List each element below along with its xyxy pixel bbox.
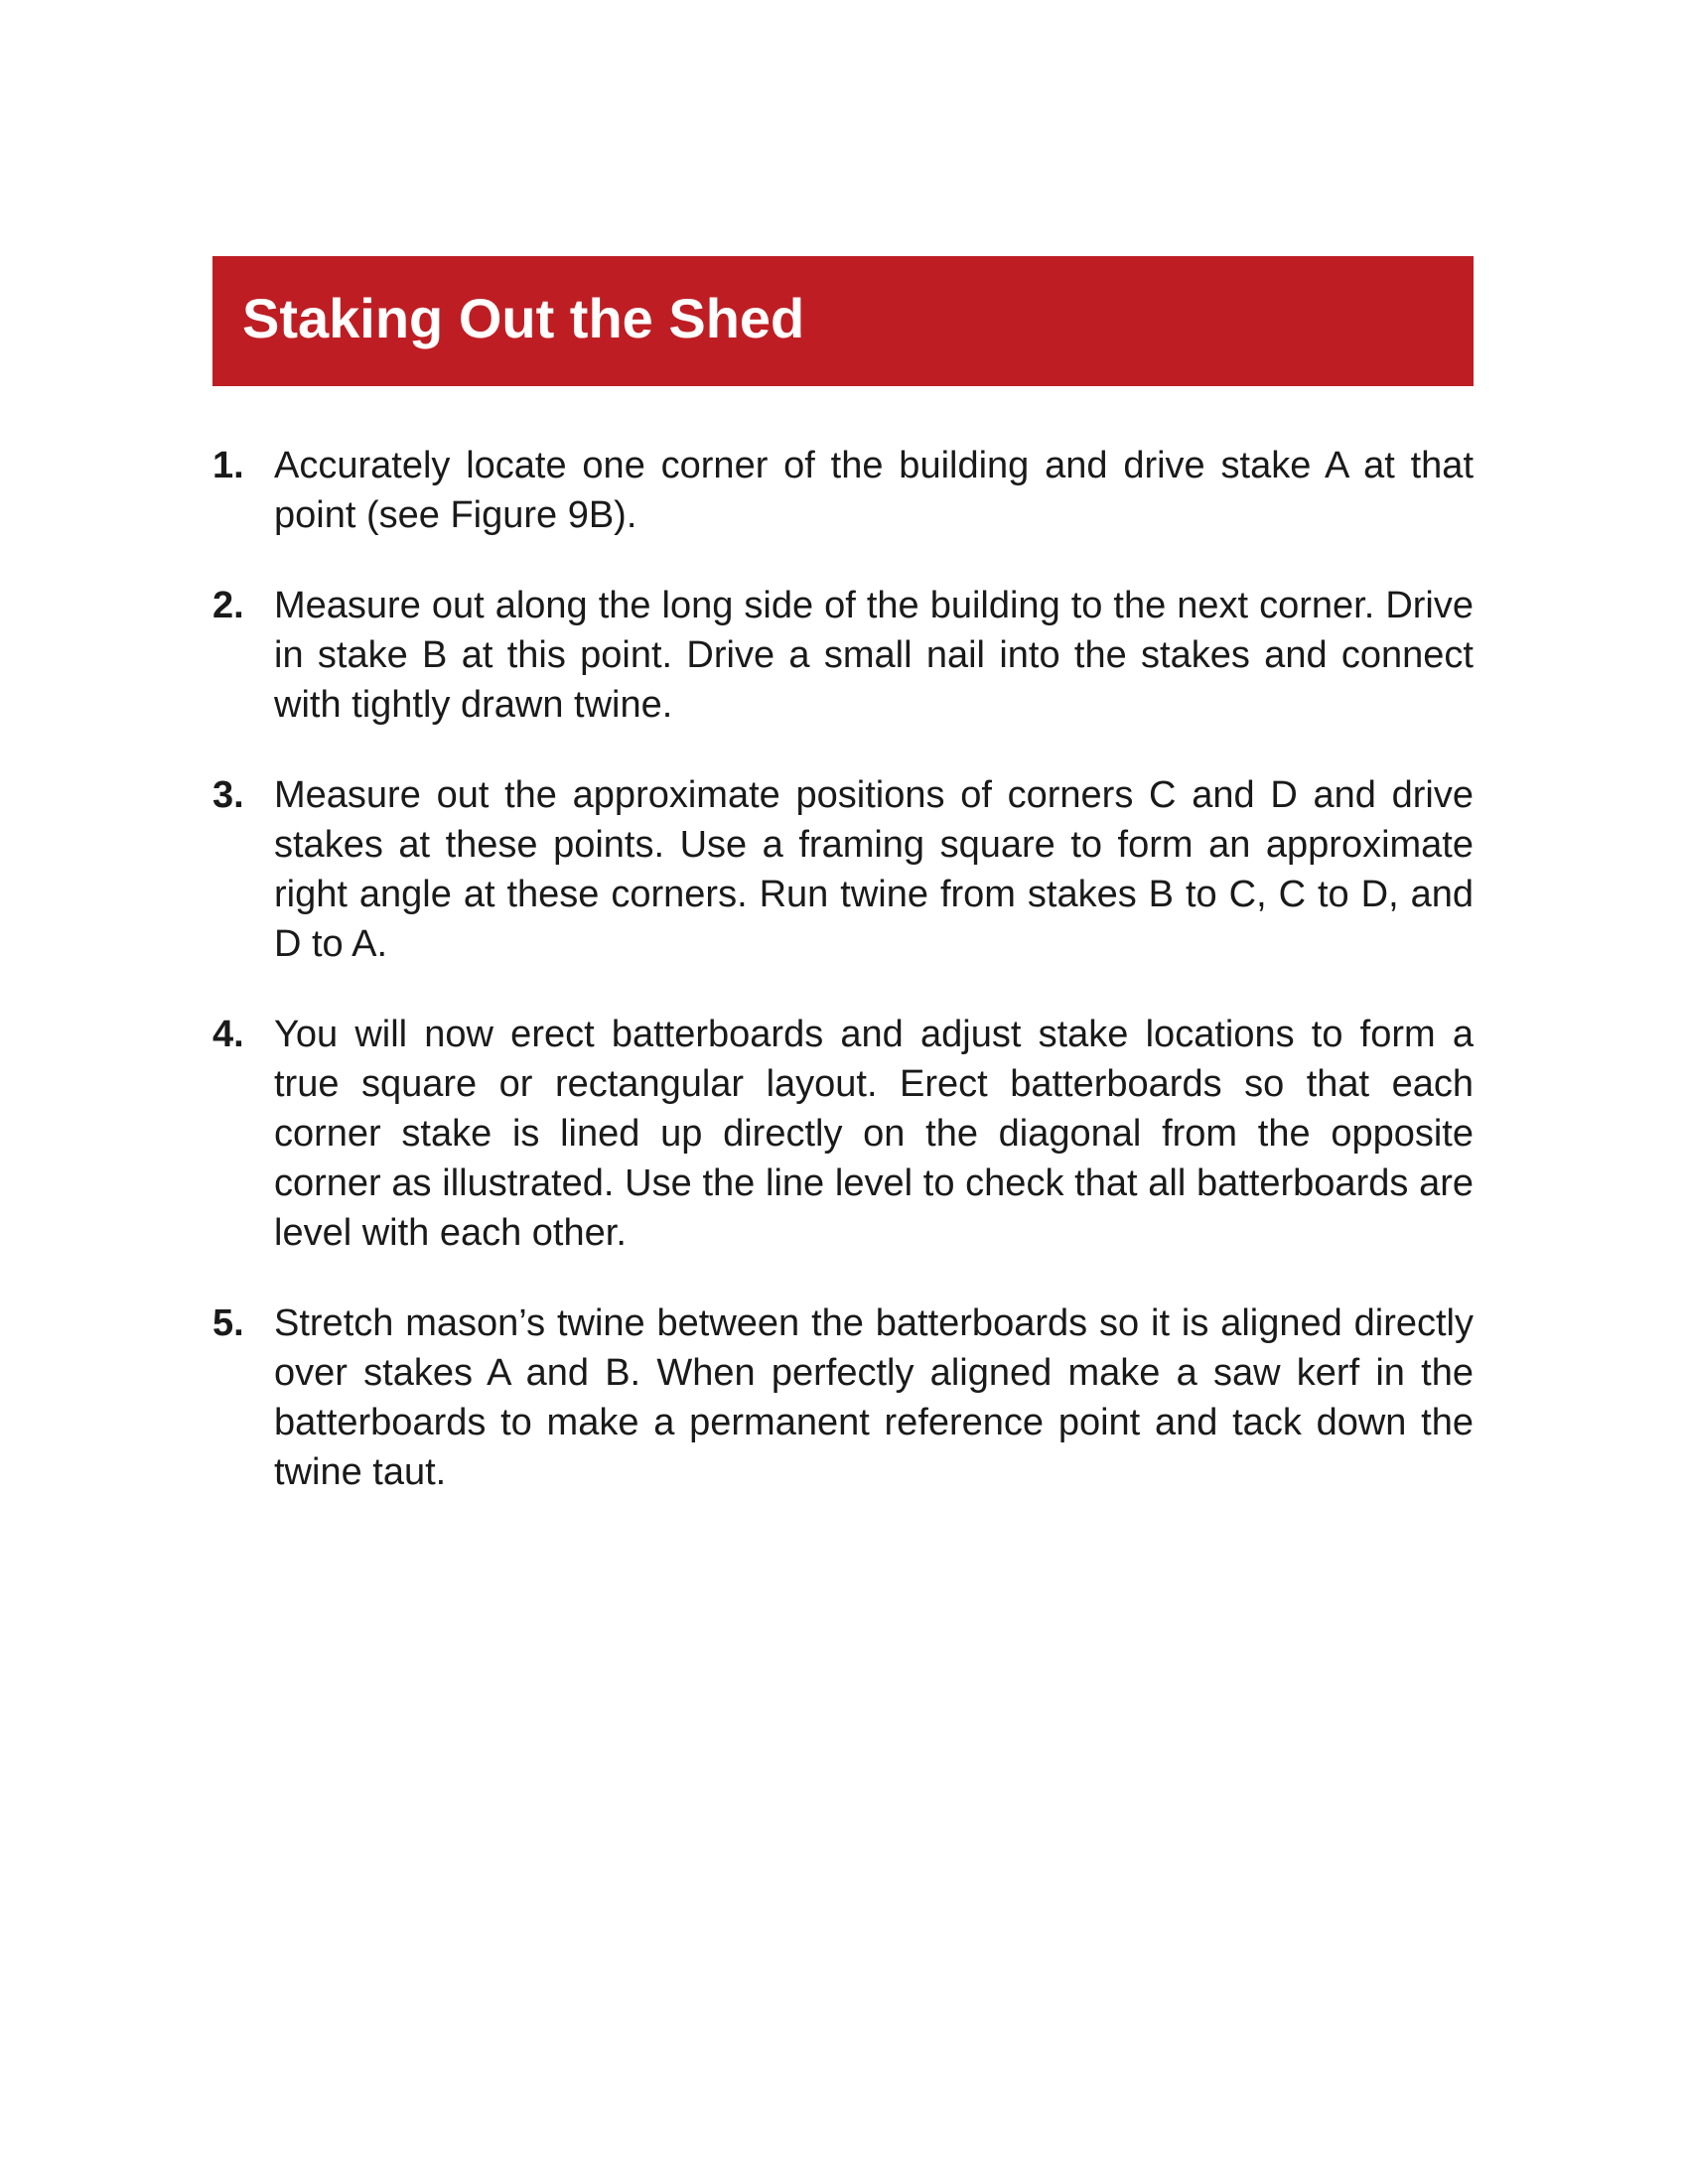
- list-item: [212, 1298, 1474, 1497]
- step-text: Measure out along the long side of the building to the next corner. Drive in stake B at this point. Drive a small nail into the stakes and connect with tightly drawn twine.: [274, 585, 1474, 726]
- list-item: [212, 581, 1474, 730]
- step-text: Stretch mason’s twine between the batterboards so it is aligned directly over stakes A and B. When perfectly aligned make a saw kerf in the batterboards to make a permanent reference point and tack down the twine taut.: [274, 1302, 1474, 1493]
- step-number: 3.: [212, 774, 244, 816]
- step-text: You will now erect batterboards and adjust stake locations to form a true square or rectangular layout. Erect batterboards so that each corner stake is lined up directly on the diagonal from the opposite corner as illustrated. Use the line level to check that all batterboards are level with each other.: [274, 1014, 1474, 1254]
- list-item: [212, 441, 1474, 540]
- section-header-bar: [212, 256, 1474, 386]
- step-number: 4.: [212, 1014, 244, 1055]
- step-text: Measure out the approximate positions of corners C and D and drive stakes at these points. Use a framing square to form an approximate right angle at these corners. Run twine from stakes B to C, C to D, and D to A.: [274, 774, 1474, 965]
- instruction-list: [212, 441, 1474, 1538]
- step-text: Accurately locate one corner of the building and drive stake A at that point (see Figure 9B).: [274, 445, 1474, 536]
- list-item: [212, 1010, 1474, 1258]
- list-item: [212, 770, 1474, 969]
- section-title: Staking Out the Shed: [242, 286, 805, 349]
- step-number: 1.: [212, 445, 244, 486]
- step-number: 5.: [212, 1302, 244, 1344]
- step-number: 2.: [212, 585, 244, 626]
